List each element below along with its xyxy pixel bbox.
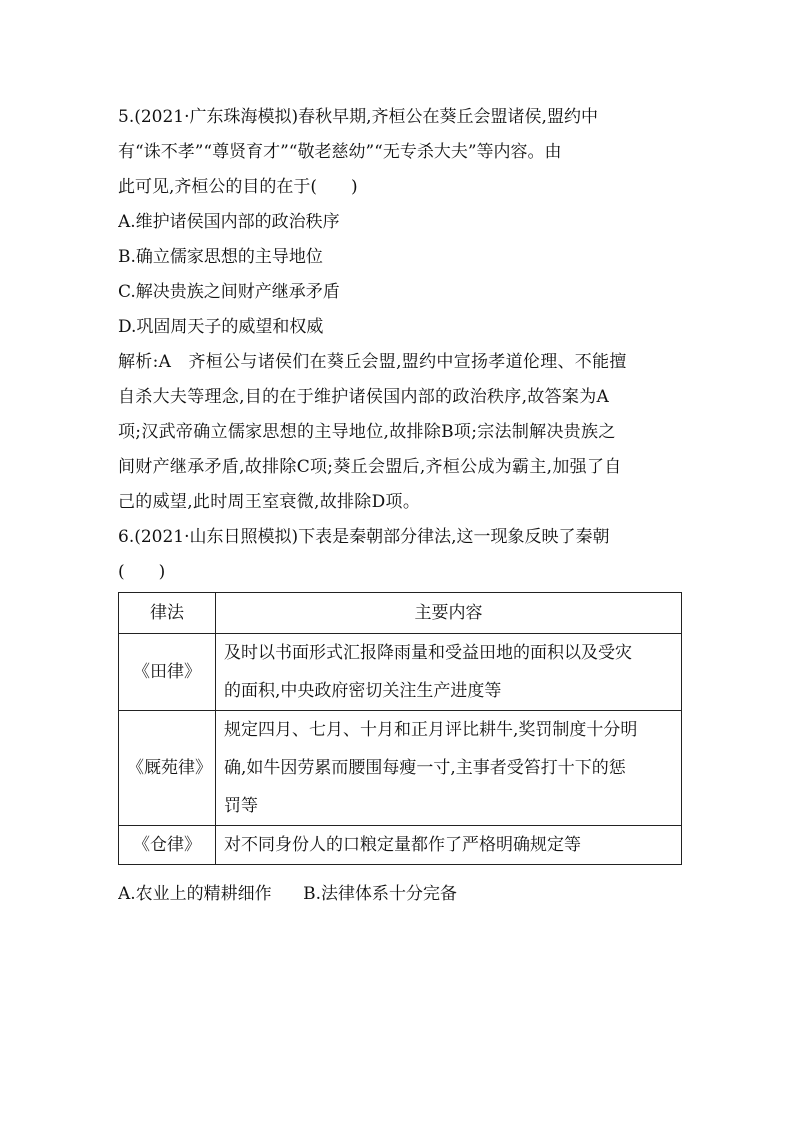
question-stem-line: 此可见,齐桓公的目的在于( ): [118, 177, 358, 197]
question-stem-line: 有“诛不孝”“尊贤育才”“敬老慈幼”“无专杀大夫”等内容。由: [118, 142, 562, 162]
law-table: [118, 592, 682, 865]
question-stem-line: 5.(2021·广东珠海模拟)春秋早期,齐桓公在葵丘会盟诸侯,盟约中: [118, 107, 598, 127]
question-5: [118, 100, 682, 520]
law-content-line: 确,如牛因劳累而腰围每瘦一寸,主事者受笞打十下的惩: [224, 758, 626, 778]
options-row: [118, 877, 682, 912]
law-content: [216, 634, 682, 711]
option-a: A.农业上的精耕细作: [118, 884, 272, 904]
law-content: [216, 711, 682, 826]
analysis-line: 自杀大夫等理念,目的在于维护诸侯国内部的政治秩序,故答案为A: [118, 387, 610, 407]
law-content-line: 对不同身份人的口粮定量都作了严格明确规定等: [224, 835, 581, 855]
law-content-line: 及时以书面形式汇报降雨量和受益田地的面积以及受灾: [224, 643, 632, 663]
analysis-line: 项;汉武帝确立儒家思想的主导地位,故排除B项;宗法制解决贵族之: [118, 422, 616, 442]
analysis-line: 间财产继承矛盾,故排除C项;葵丘会盟后,齐桓公成为霸主,加强了自: [118, 457, 622, 477]
option-b: B.确立儒家思想的主导地位: [118, 247, 323, 267]
option-b: B.法律体系十分完备: [303, 884, 457, 904]
question-stem-line: ( ): [118, 562, 166, 582]
document-body: [118, 100, 682, 912]
law-name: 《厩苑律》: [119, 711, 216, 826]
question-stem-line: 6.(2021·山东日照模拟)下表是秦朝部分律法,这一现象反映了秦朝: [118, 527, 610, 547]
answer-analysis: [118, 345, 682, 520]
analysis-line: 己的威望,此时周王室衰微,故排除D项。: [118, 492, 421, 512]
option-d: D.巩固周天子的威望和权威: [118, 317, 324, 337]
table-row: [119, 711, 682, 826]
question-6: [118, 520, 682, 912]
law-content-line: 规定四月、七月、十月和正月评比耕牛,奖罚制度十分明: [224, 720, 638, 740]
table-header: 律法: [119, 593, 216, 634]
law-content-line: 罚等: [224, 796, 258, 816]
law-name: 《仓律》: [119, 826, 216, 865]
table-row: [119, 826, 682, 865]
analysis-line: 解析:A 齐桓公与诸侯们在葵丘会盟,盟约中宣扬孝道伦理、不能擅: [118, 352, 627, 372]
table-header: 主要内容: [216, 593, 682, 634]
law-name: 《田律》: [119, 634, 216, 711]
table-header-row: [119, 593, 682, 634]
law-content: [216, 826, 682, 865]
law-content-line: 的面积,中央政府密切关注生产进度等: [224, 681, 502, 701]
option-a: A.维护诸侯国内部的政治秩序: [118, 212, 340, 232]
option-c: C.解决贵族之间财产继承矛盾: [118, 282, 340, 302]
table-row: [119, 634, 682, 711]
